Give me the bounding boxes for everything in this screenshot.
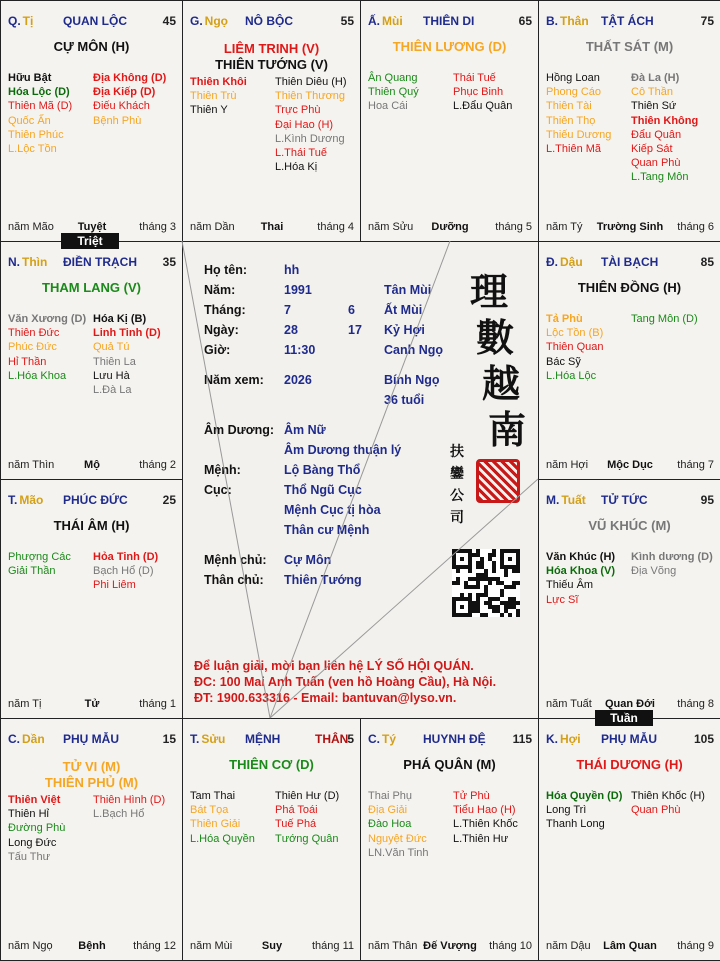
footer-year: năm Sửu [368, 221, 414, 233]
company-char: 司 [450, 510, 464, 526]
heavenly-stem: K. [546, 732, 558, 746]
star: Phi Liêm [93, 579, 136, 592]
star: Hữu Bật [8, 72, 52, 84]
star: Đường Phù [8, 822, 66, 835]
star: Lực Sĩ [546, 593, 579, 606]
value-age: 36 tuổi [384, 393, 425, 407]
star: Tướng Quân [275, 832, 339, 845]
life-stage: Bệnh [78, 940, 106, 952]
main-star: VŨ KHÚC (M) [588, 518, 671, 533]
footer-year: năm Tị [8, 698, 42, 710]
star: Thiên Khôi [190, 76, 247, 88]
calligraphy-char: 數 [476, 315, 515, 360]
footer-year: năm Tuất [546, 698, 592, 710]
star: L.Hóa Khoa [8, 369, 67, 382]
label-menh-chu: Mệnh chủ: [204, 553, 267, 567]
star: Đà La (H) [631, 72, 680, 84]
life-stage: Mộc Dục [607, 459, 653, 471]
footer-year: năm Ngọ [8, 940, 53, 952]
palace-name: TÀI BẠCH [601, 255, 659, 269]
palace-name: QUAN LỘC [63, 14, 127, 28]
main-star: TỬ VI (M) [62, 759, 121, 774]
star: Thiên Đức [8, 327, 60, 340]
footer-month: tháng 1 [139, 698, 176, 710]
star: Thiên Quan [546, 341, 604, 354]
value-day-solar: 28 [284, 323, 298, 337]
label-am-duong: Âm Dương: [204, 423, 275, 437]
life-stage: Quan Đới [605, 698, 655, 710]
value-year: 1991 [284, 283, 312, 297]
label-hour: Giờ: [204, 343, 231, 357]
palace-name: TỬ TỨC [601, 493, 648, 507]
palace-name: MỆNH [245, 732, 281, 746]
footer-month: tháng 5 [495, 221, 532, 233]
star: Thiên La [93, 355, 136, 368]
star: Phúc Đức [8, 341, 57, 354]
palace-name: PHỤ MẪU [63, 732, 119, 746]
star: L.Bạch Hổ [93, 808, 145, 821]
main-star: LIÊM TRINH (V) [223, 41, 320, 56]
star: L.Lộc Tồn [8, 143, 57, 156]
decade-number: 5 [347, 732, 354, 746]
palace-name: THIÊN DI [423, 14, 475, 28]
value-view-canchi: Bính Ngọ [384, 373, 440, 387]
star: L.Thiên Mã [546, 143, 602, 156]
star: Phượng Các [8, 551, 71, 563]
value-cuc: Thổ Ngũ Cục [284, 483, 362, 497]
life-stage: Dưỡng [431, 221, 469, 233]
heavenly-stem: G. [190, 14, 203, 28]
earthly-branch: Tuất [561, 493, 586, 507]
star: Bệnh Phù [93, 114, 142, 127]
star: L.Đà La [93, 384, 132, 397]
decade-number: 45 [162, 14, 176, 28]
star: Tấu Thư [8, 850, 51, 863]
star: Thiên Mã (D) [8, 100, 73, 113]
decade-number: 115 [512, 732, 532, 746]
heavenly-stem: C. [8, 732, 20, 746]
value-menh: Lộ Bàng Thổ [284, 463, 361, 477]
star: Hóa Quyền (D) [546, 790, 623, 802]
star: L.Hóa Kị [275, 161, 318, 174]
star: Lộc Tồn (B) [546, 327, 604, 340]
contact-line: ĐC: 100 Mai Anh Tuấn (ven hồ Hoàng Cầu), Hà Nội. [194, 675, 497, 689]
earthly-branch: Ngọ [204, 14, 228, 28]
star: Thiên Hư (D) [275, 790, 340, 802]
footer-month: tháng 6 [677, 221, 714, 233]
star: Hỏa Tinh (D) [93, 551, 159, 563]
value-menh-chu: Cự Môn [284, 553, 332, 567]
value-month-canchi: Ất Mùi [384, 303, 423, 317]
earthly-branch: Thân [560, 14, 589, 28]
star: Bác Sỹ [546, 355, 581, 368]
star: L.Tang Môn [631, 171, 689, 184]
palace-name: PHỤ MẪU [601, 732, 657, 746]
footer-month: tháng 4 [317, 221, 354, 233]
decade-number: 55 [340, 14, 354, 28]
earthly-branch: Tý [382, 732, 397, 746]
earthly-branch: Dậu [560, 255, 583, 269]
tuan-tag: Tuần [595, 710, 653, 726]
value-month-solar: 7 [284, 303, 291, 317]
star: Tả Phù [546, 313, 583, 325]
label-name: Họ tên: [204, 263, 248, 277]
label-cuc: Cục: [204, 483, 232, 497]
star: Thiên Phúc [8, 128, 64, 141]
star: Hóa Kị (B) [93, 313, 147, 325]
main-star: THÁI ÂM (H) [53, 518, 130, 533]
earthly-branch: Hợi [560, 732, 581, 746]
footer-year: năm Tý [546, 221, 583, 233]
footer-month: tháng 11 [311, 940, 354, 952]
star: Quan Phù [631, 804, 681, 817]
palace-name: PHÚC ĐỨC [63, 493, 128, 507]
earthly-branch: Thìn [22, 255, 48, 269]
star: Bạch Hổ (D) [93, 565, 154, 578]
company-char: 扶 [450, 444, 464, 460]
star: Thiên Không [631, 114, 699, 127]
star: Tuế Phá [275, 818, 317, 831]
star: L.Thiên Hư [453, 832, 509, 845]
star: Hoa Cái [368, 100, 408, 113]
value-cuc-relation: Mệnh Cục tị hòa [284, 503, 381, 517]
footer-year: năm Mão [8, 221, 54, 233]
star: Tiểu Hao (H) [453, 804, 516, 817]
palace-name: HUYNH ĐỆ [423, 732, 486, 746]
star: Thiên Hỉ [8, 808, 49, 821]
label-month: Tháng: [204, 303, 246, 317]
heavenly-stem: T. [190, 732, 200, 746]
star: L.Kình Dương [275, 132, 345, 145]
value-am-duong-ly: Âm Dương thuận lý [284, 443, 402, 457]
footer-month: tháng 9 [677, 940, 714, 952]
label-menh: Mệnh: [204, 463, 241, 477]
star: Thanh Long [546, 818, 605, 831]
star: Quan Phù [631, 157, 681, 170]
life-stage: Tuyệt [77, 221, 107, 233]
life-stage: Thai [260, 221, 284, 233]
star: Thiên Sứ [631, 100, 677, 113]
decade-number: 65 [518, 14, 532, 28]
main-star: THAM LANG (V) [42, 280, 141, 295]
main-star: THẤT SÁT (M) [585, 39, 674, 54]
footer-year: năm Dậu [546, 940, 591, 952]
footer-month: tháng 3 [139, 221, 176, 233]
value-month-lunar: 6 [348, 303, 355, 317]
life-stage: Mộ [84, 459, 100, 471]
star: Tử Phù [453, 790, 490, 802]
star: Bát Tọa [190, 804, 229, 817]
main-star: PHÁ QUÂN (M) [403, 757, 496, 772]
value-view-year: 2026 [284, 373, 312, 387]
star: Thiên Diêu (H) [275, 76, 347, 88]
star: Kình dương (D) [631, 551, 713, 563]
aspect-line [270, 241, 450, 718]
life-stage: Lâm Quan [603, 940, 657, 952]
star: Cô Thần [631, 86, 673, 99]
star: Tam Thai [190, 790, 236, 802]
star: Ân Quang [368, 72, 418, 84]
star: Hồng Loan [546, 72, 600, 84]
decade-number: 105 [693, 732, 714, 746]
aspect-line [182, 241, 270, 718]
value-year-canchi: Tân Mùi [384, 283, 432, 297]
heavenly-stem: C. [368, 732, 380, 746]
star: Thiên Tài [546, 100, 592, 113]
main-star: THIÊN LƯƠNG (D) [392, 39, 507, 54]
decade-number: 75 [700, 14, 714, 28]
label-day: Ngày: [204, 323, 239, 337]
earthly-branch: Sửu [201, 732, 226, 746]
footer-year: năm Hợi [546, 459, 589, 471]
star: Quả Tú [93, 341, 130, 354]
star: Thiếu Dương [546, 128, 612, 141]
star: Thái Tuế [453, 72, 496, 84]
star: Quốc Ấn [8, 114, 51, 127]
heavenly-stem: N. [8, 255, 20, 269]
star: Nguyệt Đức [368, 832, 427, 845]
value-day-lunar: 17 [348, 323, 362, 337]
star: Tang Môn (D) [631, 313, 698, 325]
than-marker: THÂN [315, 732, 349, 746]
earthly-branch: Mão [19, 493, 44, 507]
life-stage: Suy [261, 940, 283, 952]
star: Phá Toái [275, 804, 318, 817]
earthly-branch: Dần [22, 732, 45, 746]
company-char: 鑾 [450, 466, 464, 482]
value-hour: 11:30 [284, 343, 316, 357]
star: Địa Giải [368, 804, 408, 817]
heavenly-stem: B. [546, 14, 558, 28]
decade-number: 95 [700, 493, 714, 507]
main-star: CỰ MÔN (H) [53, 39, 130, 54]
footer-year: năm Mùi [190, 940, 233, 952]
star: Đào Hoa [368, 818, 412, 831]
star: Thai Phụ [368, 790, 413, 802]
heavenly-stem: M. [546, 493, 560, 507]
footer-month: tháng 10 [489, 940, 532, 952]
star: Văn Xương (D) [8, 313, 87, 325]
star: Trực Phù [275, 104, 321, 117]
life-stage: Trường Sinh [596, 221, 664, 233]
decade-number: 85 [700, 255, 714, 269]
star: L.Hóa Lộc [546, 369, 597, 382]
calligraphy-char: 越 [482, 361, 521, 406]
heavenly-stem: T. [8, 493, 18, 507]
star: Kiếp Sát [631, 143, 673, 156]
decade-number: 15 [162, 732, 176, 746]
contact-line: ĐT: 1900.633316 - Email: bantuvan@lyso.vn. [194, 691, 457, 705]
star: Thiên Thương [275, 90, 346, 103]
footer-month: tháng 8 [677, 698, 714, 710]
earthly-branch: Tị [22, 14, 34, 28]
star: Địa Kiếp (D) [93, 86, 156, 99]
main-star: THÁI DƯƠNG (H) [576, 757, 683, 772]
footer-month: tháng 7 [677, 459, 714, 471]
footer-month: tháng 12 [133, 940, 176, 952]
main-star: THIÊN ĐỒNG (H) [577, 280, 682, 295]
star: Thiên Trù [190, 90, 237, 103]
aspect-line [270, 479, 538, 718]
heavenly-stem: Ấ. [368, 14, 380, 28]
star: L.Thiên Khốc [453, 818, 518, 831]
footer-month: tháng 2 [139, 459, 176, 471]
star: Giải Thần [8, 565, 56, 578]
star: L.Thái Tuế [275, 147, 327, 160]
value-day-canchi: Kỷ Hợi [384, 323, 425, 337]
value-am-duong: Âm Nữ [284, 423, 326, 437]
star: Địa Võng [631, 565, 677, 578]
footer-year: năm Thìn [8, 459, 55, 471]
main-star: THIÊN CƠ (D) [229, 757, 314, 772]
star: Thiên Hình (D) [93, 794, 166, 806]
main-star: THIÊN TƯỚNG (V) [215, 57, 328, 72]
calligraphy-char: 理 [470, 269, 509, 314]
star: Đẩu Quân [631, 128, 682, 141]
palace-name: TẬT ÁCH [601, 14, 654, 28]
triet-tag: Triệt [61, 233, 119, 249]
value-name: hh [284, 263, 300, 277]
star: Hóa Lộc (D) [8, 86, 70, 99]
star: Thiên Thọ [546, 114, 596, 127]
star: Hỉ Thần [8, 355, 47, 368]
label-than-chu: Thân chủ: [204, 573, 264, 587]
star: Hóa Khoa (V) [546, 565, 616, 578]
star: Thiên Quý [368, 86, 419, 99]
star: L.Hóa Quyền [190, 832, 255, 845]
palace-name: NÔ BỘC [245, 14, 293, 28]
contact-line: Để luận giải, mời bạn liên hệ LÝ SỐ HỘI QUÁN. [194, 659, 474, 673]
decade-number: 35 [162, 255, 176, 269]
value-hour-canchi: Canh Ngọ [384, 343, 444, 357]
company-char: 公 [450, 488, 464, 504]
star: Lưu Hà [93, 369, 130, 382]
star: Thiên Khốc (H) [631, 790, 705, 802]
star: Đại Hao (H) [275, 118, 334, 131]
star: Văn Khúc (H) [546, 551, 616, 563]
star: Thiếu Âm [546, 579, 594, 592]
life-stage: Tử [84, 698, 100, 710]
value-than-cu: Thân cư Mệnh [284, 523, 370, 537]
star: Phong Cáo [546, 86, 602, 99]
label-year: Năm: [204, 283, 236, 297]
star: L.Đẩu Quân [453, 100, 513, 113]
star: Phục Binh [453, 86, 504, 99]
calligraphy-char: 南 [488, 407, 527, 452]
label-view-year: Năm xem: [204, 373, 264, 387]
palace-name: ĐIỀN TRẠCH [63, 255, 137, 269]
star: Long Đức [8, 836, 57, 849]
footer-year: năm Dần [190, 221, 235, 233]
main-star: THIÊN PHỦ (M) [44, 775, 139, 790]
star: Địa Không (D) [93, 72, 167, 84]
footer-year: năm Thân [368, 940, 418, 952]
life-stage: Đế Vượng [423, 940, 477, 952]
decade-number: 25 [162, 493, 176, 507]
star: Thiên Giải [190, 818, 241, 831]
star: Thiên Y [190, 104, 228, 117]
heavenly-stem: Đ. [546, 255, 558, 269]
earthly-branch: Mùi [382, 14, 403, 28]
star: LN.Văn Tinh [368, 846, 429, 859]
heavenly-stem: Q. [8, 14, 21, 28]
star: Thiên Việt [8, 794, 61, 806]
value-than-chu: Thiên Tướng [284, 573, 362, 587]
star: Linh Tinh (D) [93, 327, 161, 340]
star: Long Trì [546, 804, 587, 817]
star: Điếu Khách [93, 100, 150, 113]
